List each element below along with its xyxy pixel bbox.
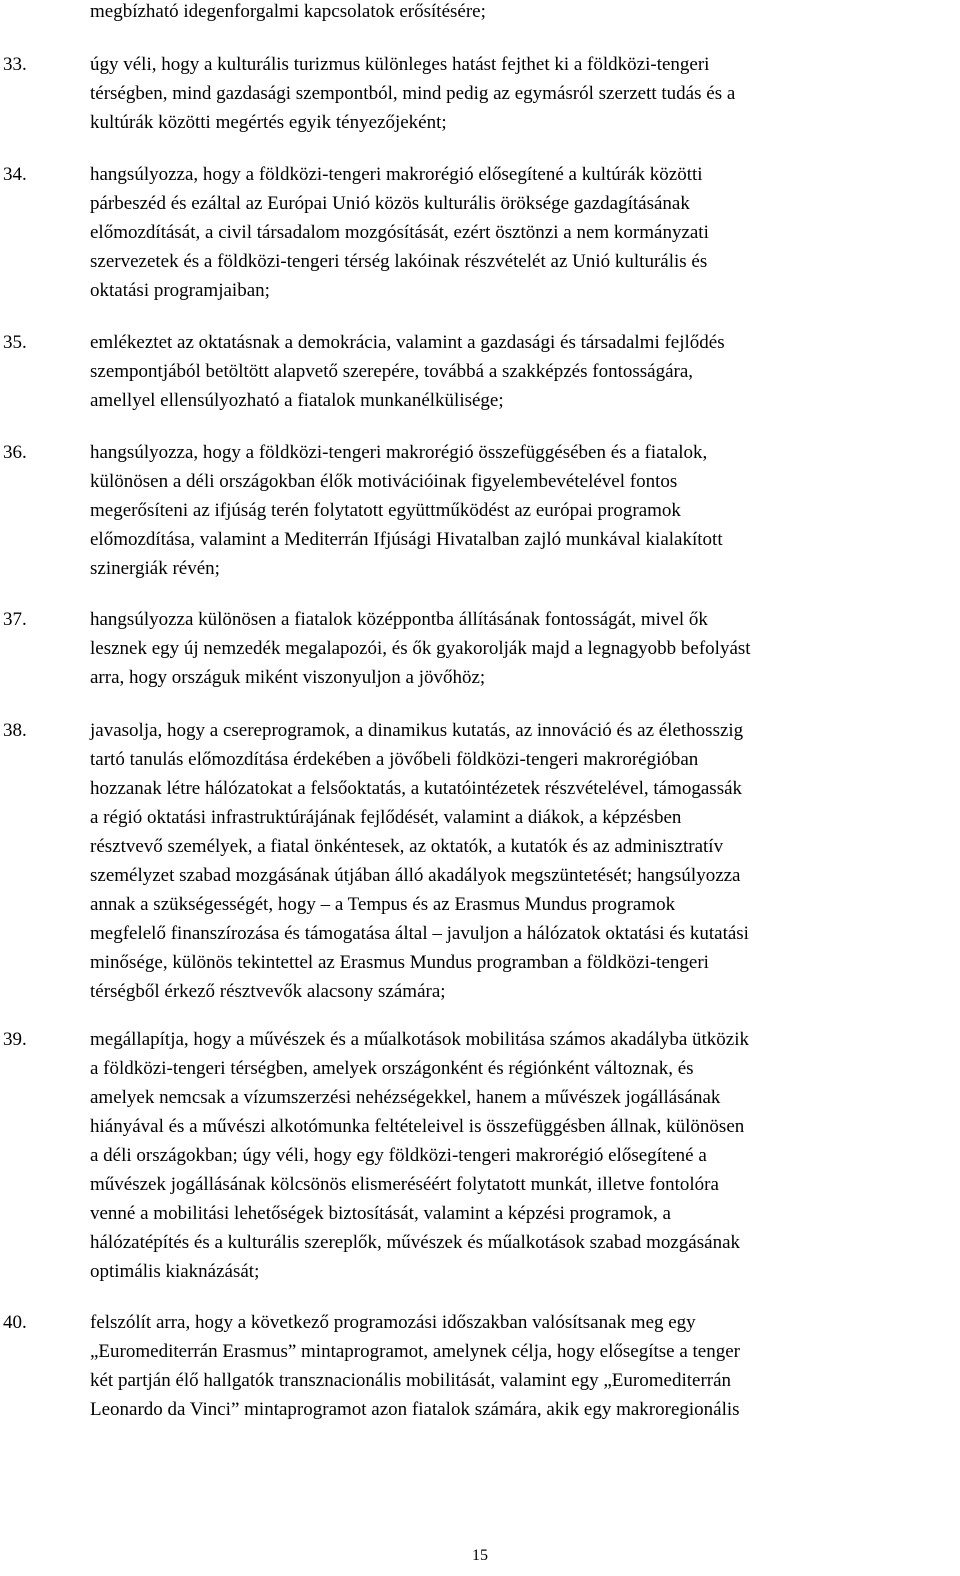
text-line: szempontjából betöltött alapvető szerepére, továbbá a szakképzés fontosságára, (90, 361, 694, 382)
paragraph-text (90, 0, 950, 26)
text-line: személyzet szabad mozgásának útjában álló akadályok megszüntetését; hangsúlyozza (90, 865, 741, 886)
paragraph-number: 35. (3, 332, 27, 353)
paragraph-text (90, 50, 950, 137)
text-line: minősége, különös tekintettel az Erasmus Mundus programban a földközi-tengeri (90, 952, 709, 973)
text-line: kultúrák közötti megértés egyik tényezőjeként; (90, 112, 447, 133)
text-line: a déli országokban; úgy véli, hogy egy földközi-tengeri makrorégió elősegítené a (90, 1145, 707, 1166)
text-line: hangsúlyozza, hogy a földközi-tengeri makrorégió összefüggésében és a fiatalok, (90, 442, 708, 463)
text-line: művészek jogállásának kölcsönös elismeréséért folytatott munkát, illetve fontolóra (90, 1174, 719, 1195)
paragraph-text (90, 716, 950, 1006)
text-line: optimális kiaknázását; (90, 1261, 260, 1282)
paragraph-text (90, 605, 950, 692)
paragraph-text (90, 438, 950, 583)
text-line: megbízható idegenforgalmi kapcsolatok erősítésére; (90, 1, 486, 22)
text-line: különösen a déli országokban élők motivációinak figyelembevételével fontos (90, 471, 678, 492)
text-line: szinergiák révén; (90, 558, 220, 579)
text-line: amelyek nemcsak a vízumszerzési nehézségekkel, hanem a művészek jogállásának (90, 1087, 721, 1108)
paragraph-number: 34. (3, 164, 27, 185)
paragraph-text (90, 1025, 950, 1286)
text-line: Leonardo da Vinci” mintaprogramot azon fiatalok számára, akik egy makroregionális (90, 1399, 740, 1420)
text-line: előmozdítását, a civil társadalom mozgósítását, ezért ösztönzi a nem kormányzati (90, 222, 709, 243)
paragraph-number: 38. (3, 720, 27, 741)
text-line: annak a szükségességét, hogy – a Tempus és az Erasmus Mundus programok (90, 894, 676, 915)
text-line: hangsúlyozza, hogy a földközi-tengeri makrorégió elősegítené a kultúrák közötti (90, 164, 703, 185)
text-line: szervezetek és a földközi-tengeri térség lakóinak részvételét az Unió kulturális és (90, 251, 708, 272)
text-line: résztvevő személyek, a fiatal önkéntesek, az oktatók, a kutatók és az adminisztratív (90, 836, 724, 857)
text-line: megerősíteni az ifjúság terén folytatott együttműködést az európai programok (90, 500, 681, 521)
paragraph-text (90, 1308, 950, 1424)
text-line: két partján élő hallgatók transznacionális mobilitását, valamint egy „Euromediterrán (90, 1370, 732, 1391)
page-number: 15 (472, 1547, 488, 1564)
text-line: „Euromediterrán Erasmus” mintaprogramot, amelynek célja, hogy elősegítse a tenger (90, 1341, 740, 1362)
paragraph-number: 40. (3, 1312, 27, 1333)
paragraph-number: 37. (3, 609, 27, 630)
text-line: hiányával és a művészi alkotómunka feltételeivel is összefüggésben állnak, különösen (90, 1116, 745, 1137)
text-line: a földközi-tengeri térségben, amelyek országonként és régiónként változnak, és (90, 1058, 694, 1079)
text-line: emlékeztet az oktatásnak a demokrácia, valamint a gazdasági és társadalmi fejlődés (90, 332, 725, 353)
text-line: felszólít arra, hogy a következő programozási időszakban valósítsanak meg egy (90, 1312, 696, 1333)
text-line: hangsúlyozza különösen a fiatalok középpontba állításának fontosságát, mivel ők (90, 609, 708, 630)
text-line: megfelelő finanszírozása és támogatása által – javuljon a hálózatok oktatási és kutatási (90, 923, 749, 944)
paragraph-text (90, 160, 950, 305)
text-line: párbeszéd és ezáltal az Európai Unió közös kulturális öröksége gazdagításának (90, 193, 690, 214)
paragraph-number: 39. (3, 1029, 27, 1050)
text-line: a régió oktatási infrastruktúrájának fejlődését, valamint a diákok, a képzésben (90, 807, 682, 828)
paragraph-number: 36. (3, 442, 27, 463)
paragraph-text (90, 328, 950, 415)
text-line: venné a mobilitási lehetőségek biztosítását, valamint a képzési programok, a (90, 1203, 671, 1224)
text-line: oktatási programjaiban; (90, 280, 270, 301)
paragraph-number: 33. (3, 54, 27, 75)
text-line: tartó tanulás előmozdítása érdekében a jövőbeli földközi-tengeri makrorégióban (90, 749, 699, 770)
text-line: arra, hogy országuk miként viszonyuljon a jövőhöz; (90, 667, 486, 688)
text-line: térségben, mind gazdasági szempontból, mind pedig az egymásról szerzett tudás és a (90, 83, 736, 104)
text-line: megállapítja, hogy a művészek és a műalkotások mobilitása számos akadályba ütközik (90, 1029, 750, 1050)
text-line: előmozdítása, valamint a Mediterrán Ifjúsági Hivatalban zajló munkával kialakított (90, 529, 723, 550)
text-line: hozzanak létre hálózatokat a felsőoktatás, a kutatóintézetek részvételével, támogassák (90, 778, 743, 799)
text-line: amellyel ellensúlyozható a fiatalok munkanélkülisége; (90, 390, 504, 411)
text-line: úgy véli, hogy a kulturális turizmus különleges hatást fejthet ki a földközi-tengeri (90, 54, 710, 75)
text-line: javasolja, hogy a csereprogramok, a dinamikus kutatás, az innováció és az élethosszig (90, 720, 744, 741)
text-line: hálózatépítés és a kulturális szereplők, művészek és műalkotások szabad mozgásának (90, 1232, 740, 1253)
text-line: térségből érkező résztvevők alacsony számára; (90, 981, 446, 1002)
text-line: lesznek egy új nemzedék megalapozói, és ők gyakorolják majd a legnagyobb befolyást (90, 638, 751, 659)
